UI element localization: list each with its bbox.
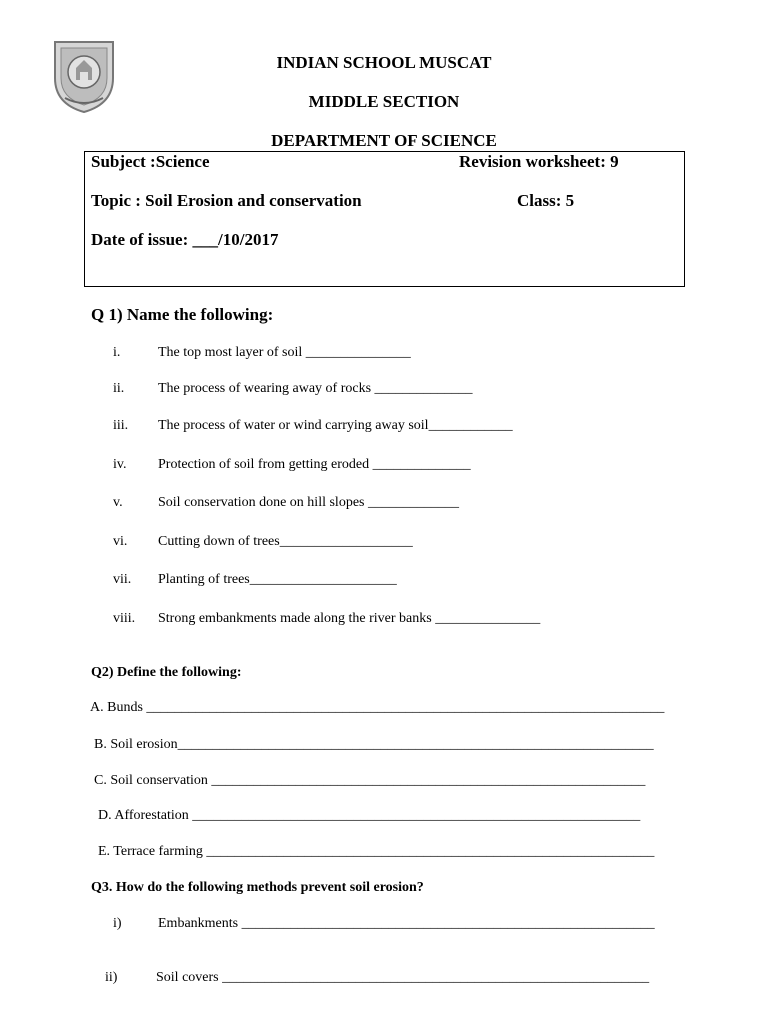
q1-item: The process of wearing away of rocks ______________ [158,381,473,396]
q2-item: D. Afforestation ________________________________________________________________ [98,808,641,823]
q1-item: The process of water or wind carrying away soil____________ [158,418,513,433]
subject-label: Subject :Science [91,152,210,171]
school-name: INDIAN SCHOOL MUSCAT [276,53,492,72]
q3-item: Embankments ___________________________________________________________ [158,916,655,931]
q1-item-number: viii. [113,611,136,626]
q1-item-number: vi. [113,534,128,549]
q2-title: Q2) Define the following: [91,665,242,680]
q2-item: E. Terrace farming ________________________________________________________________ [98,844,655,859]
section-name: MIDDLE SECTION [308,92,460,111]
q3-item: Soil covers _____________________________________________________________ [156,970,650,985]
q1-item-number: i. [113,345,121,360]
q1-item-number: ii. [113,381,125,396]
q1-item-number: iv. [113,457,127,472]
q3-title: Q3. How do the following methods prevent soil erosion? [91,880,424,895]
q2-item: B. Soil erosion____________________________________________________________________ [94,737,654,752]
department-name: DEPARTMENT OF SCIENCE [271,131,497,150]
q1-item: The top most layer of soil _______________ [158,345,411,360]
q1-item: Protection of soil from getting eroded ______________ [158,457,471,472]
q1-item-number: vii. [113,572,132,587]
class-label: Class: 5 [517,191,575,210]
topic-label: Topic : Soil Erosion and conservation [91,191,362,210]
q1-title: Q 1) Name the following: [91,305,274,324]
q1-item-number: v. [113,495,123,510]
q1-item: Strong embankments made along the river banks _______________ [158,611,541,626]
worksheet-number: Revision worksheet: 9 [459,152,619,171]
q1-item: Cutting down of trees___________________ [158,534,413,549]
q2-item: A. Bunds __________________________________________________________________________ [90,700,665,715]
q3-item-number: ii) [105,970,118,985]
q1-item: Soil conservation done on hill slopes _____________ [158,495,459,510]
date-of-issue: Date of issue: ___/10/2017 [91,230,279,249]
q3-item-number: i) [113,916,122,931]
q1-item-number: iii. [113,418,129,433]
q1-item: Planting of trees_____________________ [158,572,397,587]
q2-item: C. Soil conservation ______________________________________________________________ [94,773,646,788]
